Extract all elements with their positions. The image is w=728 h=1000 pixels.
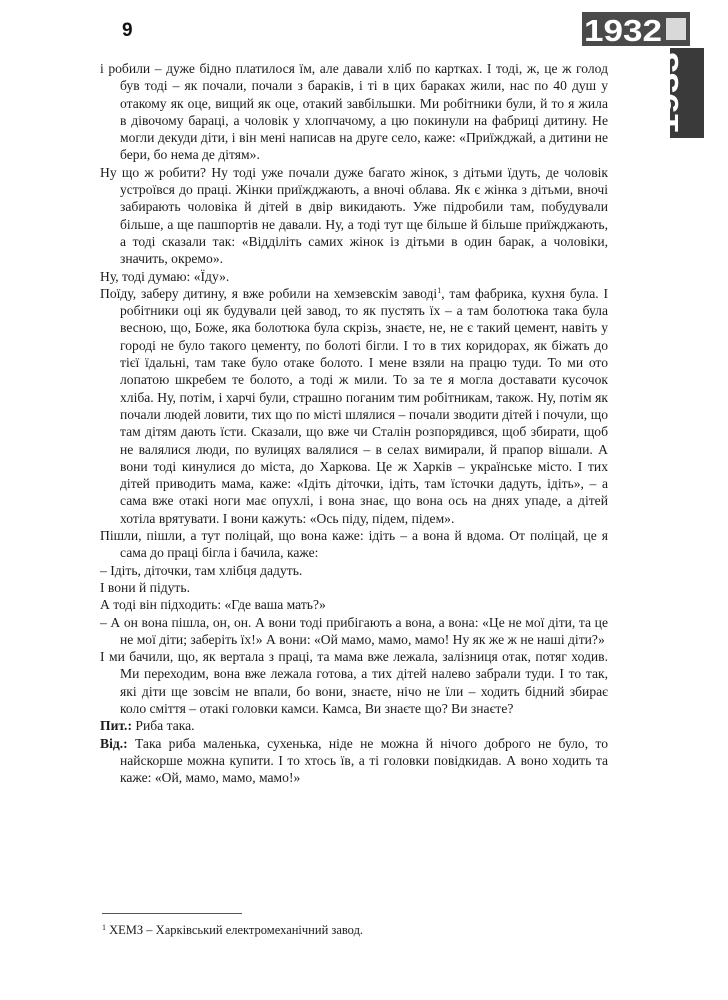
paragraph: – А он вона пішла, он, он. А вони тоді прибігають а вона, а вона: «Це не мої діти, та це не мої діти; заберіть їх!» А вони: «Ой мамо, мамо, мамо! Ну як же ж не наші діти?» [100,614,608,647]
paragraph-text: , там фабрика, кухня була. І робітники оці як будували цей завод, то як пустять їх – а там болотюка така була весною, що, Боже, яка болотюка була скрізь, знаєте, не, не є такий цемент, навіть у городі не було такого цементу, по болоті бігли. І то в тих коридорах, як біжать до тієї їдальні, там таке було отаке болото. І мене взяли на працю туди. То ми ото лопатою шкребем те болото, а тоді ж мили. То за те я могла доставати кусочок хліба. Ну, потім, і харчі були, страшно поганим тим робітникам, також. Ну, потім як почали людей ловити, тих що по місті шлялися – почали зводити дітей і почули, що там дітям дають їсти. Сказали, що вже чи Сталін розпорядився, щоб збирати, щоб не валялися люди, по вулицях валялися – в селах вимирали, й прапор вішали. А вони тоді кинулися до міста, до Харкова. Це ж Харків – українське місто. І тих дітей приводить мама, каже: «Ідіть діточки, ідіть, там їсточки дадуть, ідіть», – а сама вже отакі ноги має опухлі, і вона знає, що вона ось на днях упаде, а дітей хотіла врятувати. І вони кажуть: «Ось піду, підем, підем». [120,285,608,526]
paragraph-with-footnote [100,285,608,527]
paragraph: І вони й підуть. [100,579,190,595]
paragraph: А тоді він підходить: «Где ваша мать?» [100,597,326,613]
footnote-divider [102,913,242,914]
year-badge-text: 1933 [652,67,685,134]
dialogue-line [100,735,608,787]
footnote-mark: 1 [102,923,106,932]
paragraph: І ми бачили, що, як вертала з праці, та мама вже лежала, залізниця отак, потяг ходив. Ми переходим, вона вже лежала готова, а тих дітей налево забрали туди. І то так, які діти ще зовсім не впали, бо вони, знаєте, нічо не їли – ходить бідний збирає коло сміття – отакі головки камси. Камса, Ви знаєте що? Ви знаєте? [100,649,608,716]
footnote [102,922,602,938]
svg-text:1932: 1932 [584,13,662,48]
dialogue-text: Риба така. [132,718,195,734]
dialogue-line [100,717,608,734]
speaker-label: Від.: [100,735,128,751]
paragraph-text: Поїду, заберу дитину, я вже робили на хемзевскім заводі [100,285,438,301]
paragraph: Ну, тоді думаю: «Їду». [100,268,230,284]
main-text [100,60,608,786]
paragraph: Ну що ж робити? Ну тоді уже почали дуже багато жінок, з дітьми їдуть, де чоловік устроївся до праці. Жінки приїжджають, а вночі облава. Як є жінка з дітьми, вночі забирають чоловіка й дітей в двір викидають. Уже підробили там, побудували більше, а ще пашпортів не давали. Ну, а тоді тут ще більше й більше приїжджають, а тоді сказали так: «Відділіть самих жінок із дітьми в один барак, а чоловіки, значить, окремо». [100,164,608,267]
footnote-reference: 1 [437,285,442,295]
dialogue-text: Така риба маленька, сухенька, ніде не можна й нічого доброго не було, то найскорше можна купити. І то хтось їв, а ті головки повідкидав. А воно ходить та каже: «Ой, мамо, мамо, мамо!» [120,735,608,786]
paragraph: – Ідіть, діточки, там хлібця дадуть. [100,562,303,578]
footnote-text: ХЕМЗ – Харківський електромеханічний завод. [106,923,364,937]
speaker-label: Пит.: [100,718,132,734]
page-number: 9 [122,20,133,41]
paragraph: і робили – дуже бідно платилося їм, але давали хліб по картках. І тоді, ж, це ж голод був тоді – як почали, почали з бараків, і ті в цих бараках жили, нас по 40 душ у отакому як оце, вищий як оце, отакий завбільшки. Ми робітники були, й то я жила в дівочому бараці, а чоловік у хлопчачому, а цю покинули на фабриці дитину. Не могли декуди діти, і він мені написав на друге село, каже: «Приїжджай, а дитини не бери, бо нема де дітям». [100,61,608,163]
paragraph: Пішли, пішли, а тут поліцай, що вона каже: ідіть – а вона й вдома. От поліцай, це я сама до праці бігла і бачила, каже: [100,528,608,561]
